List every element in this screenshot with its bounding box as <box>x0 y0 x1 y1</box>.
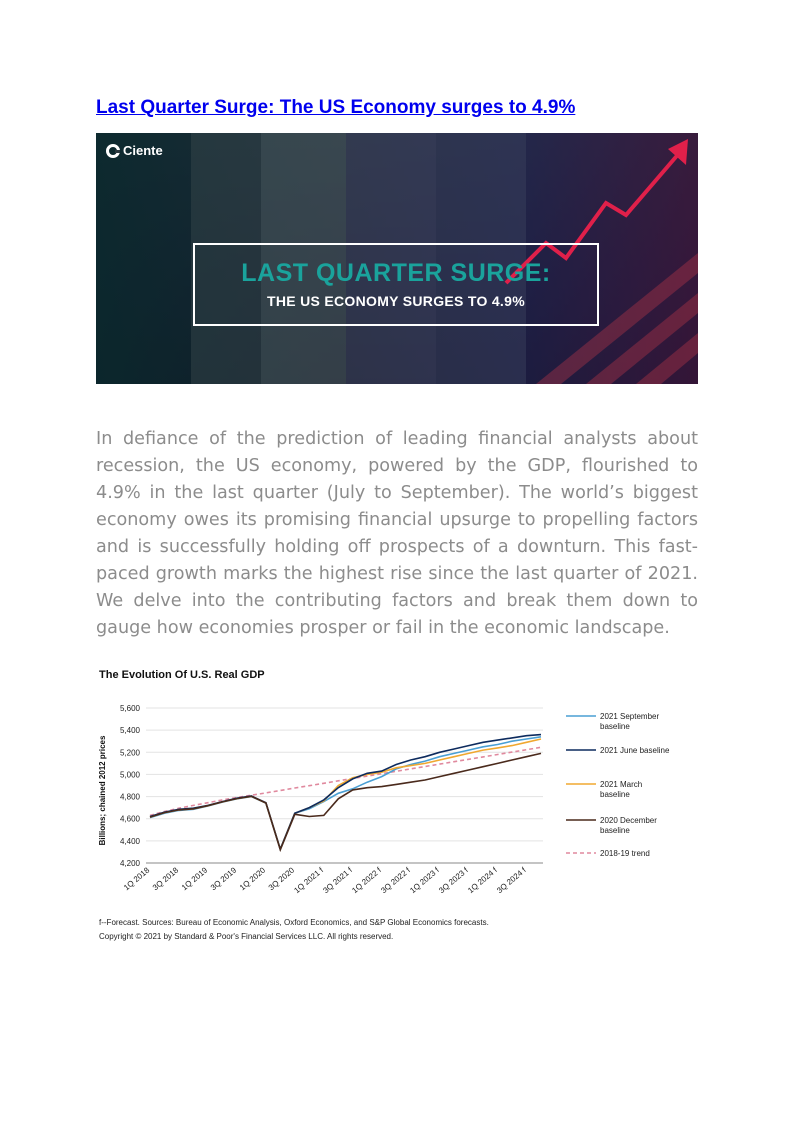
x-tick-label: 1Q 2023 f <box>408 865 441 896</box>
banner-headline: LAST QUARTER SURGE: <box>241 259 551 287</box>
ciente-logo-icon <box>106 144 120 158</box>
banner-subheadline: THE US ECONOMY SURGES TO 4.9% <box>267 293 525 309</box>
banner-headline-box <box>193 243 599 326</box>
logo-text: Ciente <box>123 143 163 158</box>
x-tick-label: 1Q 2018 <box>121 865 152 893</box>
hero-banner <box>96 133 698 384</box>
y-tick-label: 4,400 <box>119 836 140 846</box>
legend-label: 2021 June baseline <box>600 746 670 755</box>
chart-footnote-copyright: Copyright © 2021 by Standard & Poor's Financial Services LLC. All rights reserved. <box>99 932 394 941</box>
x-tick-label: 3Q 2020 <box>266 865 297 893</box>
x-tick-label: 3Q 2021 f <box>321 865 355 896</box>
y-tick-label: 5,200 <box>119 748 140 758</box>
series-line-3 <box>150 753 541 849</box>
chart-title: The Evolution Of U.S. Real GDP <box>99 669 265 681</box>
x-tick-label: 1Q 2024 f <box>466 865 499 896</box>
x-tick-label: 1Q 2022 f <box>350 865 383 896</box>
chart-footnote-source: f--Forecast. Sources: Bureau of Economic Analysis, Oxford Economics, and S&P Global Economics forecasts. <box>99 918 489 927</box>
y-tick-label: 4,600 <box>119 814 140 824</box>
article-paragraph: In defiance of the prediction of leading financial analysts about recession, the US economy, powered by the GDP, flourished to 4.9% in the last quarter (July to September). The world’s biggest economy owes its promising financial upsurge to propelling factors and is successfully holding off prospects of a downturn. This fast-paced growth marks the highest rise since the last quarter of 2021. We delve into the contributing factors and break them down to gauge how economies prosper or fail in the economic landscape. <box>96 429 698 638</box>
y-tick-label: 4,200 <box>119 859 140 868</box>
x-tick-label: 3Q 2019 <box>208 865 239 893</box>
y-tick-label: 5,400 <box>119 726 140 736</box>
legend-label: 2021 March baseline <box>600 780 643 799</box>
y-tick-label: 5,600 <box>119 704 140 713</box>
legend-label: 2020 December baseline <box>600 816 657 835</box>
legend-label: 2018-19 trend <box>600 849 650 858</box>
x-tick-label: 3Q 2022 f <box>379 865 412 896</box>
x-tick-label: 1Q 2019 <box>179 865 210 893</box>
x-tick-label: 3Q 2024 f <box>495 865 528 896</box>
ciente-logo <box>106 143 163 158</box>
legend-label: 2021 September baseline <box>600 712 660 731</box>
y-tick-label: 4,800 <box>119 792 140 802</box>
article-title-link[interactable]: Last Quarter Surge: The US Economy surges to 4.9% <box>96 97 576 118</box>
x-tick-label: 3Q 2018 <box>150 865 181 893</box>
gdp-chart-svg <box>96 660 696 960</box>
x-tick-label: 3Q 2023 f <box>437 865 470 896</box>
gdp-chart <box>96 660 696 960</box>
series-line-0 <box>150 737 541 849</box>
y-tick-label: 5,000 <box>119 770 140 780</box>
y-axis-label: Billions; chained 2012 prices <box>98 735 107 846</box>
x-tick-label: 1Q 2021 f <box>292 865 326 896</box>
x-tick-label: 1Q 2020 <box>237 865 268 893</box>
